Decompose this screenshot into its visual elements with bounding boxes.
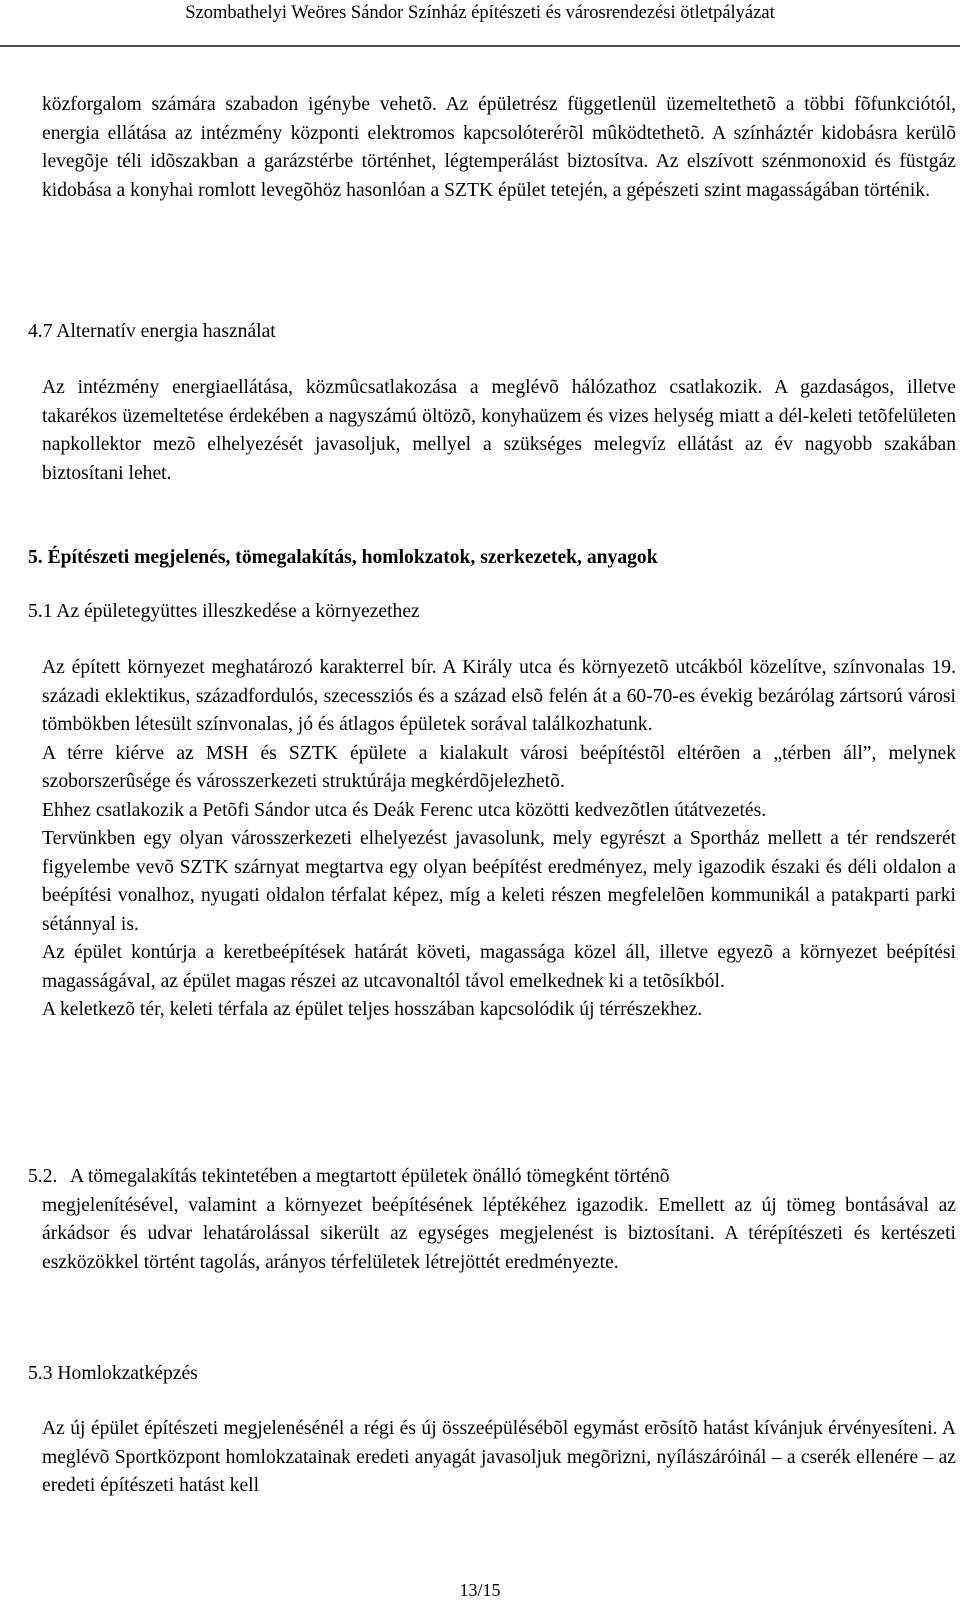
section-5-3-heading: 5.3 Homlokzatképzés xyxy=(28,1363,198,1384)
section-5-1-paragraph: Az épület kontúrja a keretbeépítések határát követi, magassága közel áll, illetve egyezõ a környezet beépítési magasságával, az épület magas részei az utcavonaltól távol emelkednek ki a tetõsíkból. xyxy=(42,942,956,992)
page-number: 13/15 xyxy=(459,1580,501,1600)
section-5-1-paragraph: Ehhez csatlakozik a Petõfi Sándor utca és Deák Ferenc utca közötti kedvezõtlen útátvezetés. xyxy=(42,799,767,821)
page-header xyxy=(0,0,960,47)
section-5-2 xyxy=(28,1163,956,1277)
section-5-heading: 5. Építészeti megjelenés, tömegalakítás, homlokzatok, szerkezetek, anyagok xyxy=(28,547,658,568)
section-5-3-paragraph: Az új épület építészeti megjelenésénél a régi és új összeépülésébõl egymást erõsítõ hatást kívánjuk érvényesíteni. A meglévõ Sportközpont homlokzatainak eredeti anyagát javasoljuk megõrizni, nyílászáróinál – a cserék ellenére – az eredeti építészeti hatást kell xyxy=(42,1418,956,1496)
header-divider xyxy=(0,45,960,47)
section-5-2-paragraph: megjelenítésével, valamint a környezet beépítésének léptékéhez igazodik. Emellett az új tömeg bontásával az árkádsor és udvar lehatárolással sikerült az egységes megjelenést is biztosítani. A térépítészeti és kertészeti eszközökkel történt tagolás, arányos térfelületek létrejöttét eredményezte. xyxy=(42,1194,956,1273)
section-5-1-heading: 5.1 Az épületegyüttes illeszkedése a környezethez xyxy=(28,601,420,622)
header-title: Szombathelyi Weöres Sándor Színház építészeti és városrendezési ötletpályázat xyxy=(185,3,775,23)
section-5-1-paragraph: Az épített környezet meghatározó karakterrel bír. A Király utca és környezetõ utcákból közelítve, színvonalas 19. századi eklektikus, századfordulós, szecessziós és a század elsõ felén át a 60-70-es évekig bezárólag zártsorú városi tömbökben létesült színvonalas, jó és átlagos épületek sorával találkozhatunk. xyxy=(42,657,956,735)
intro-paragraph: közforgalom számára szabadon igénybe vehetõ. Az épületrész függetlenül üzemeltethetõ a többi fõfunkciótól, energia ellátása az intézmény központi elektromos kapcsolóterérõl mûködtethetõ. A színháztér kidobásra kerülõ levegõje téli idõszakban a garázstérbe történhet, légtemperálást biztosítva. Az elszívott szénmonoxid és füstgáz kidobása a konyhai romlott levegõhöz hasonlóan a SZTK épület tetején, a gépészeti szint magasságában történik. xyxy=(42,94,956,201)
section-4-7-heading: 4.7 Alternatív energia használat xyxy=(28,321,276,342)
section-5-2-first-text: A tömegalakítás tekintetében a megtartott épületek önálló tömegként történõ xyxy=(70,1166,670,1187)
section-5-2-number: 5.2. xyxy=(28,1166,58,1187)
section-4-7-paragraph: Az intézmény energiaellátása, közmûcsatlakozása a meglévõ hálózathoz csatlakozik. A gazdaságos, illetve takarékos üzemeltetése érdekében a nagyszámú öltözõ, konyhaüzem és vizes helység miatt a dél-keleti tetõfelületen napkollektor mezõ elhelyezését javasoljuk, mellyel a szükséges melegvíz ellátást az év nagyobb szakában biztosítani lehet. xyxy=(42,377,956,484)
section-5-1-paragraph: A keletkezõ tér, keleti térfala az épület teljes hosszában kapcsolódik új térrészekhez. xyxy=(42,999,703,1020)
section-5-1-paragraph: Tervünkben egy olyan városszerkezeti elhelyezést javasolunk, mely egyrészt a Sportház mellett a tér rendszerét figyelembe vevõ SZTK szárnyat megtartva egy olyan beépítést eredményez, mely igazodik északi és déli oldalon a beépítési vonalhoz, nyugati oldalon térfalat képez, míg a keleti részen megfelelõen kommunikál a patakparti parki sétánnyal is. xyxy=(42,828,956,935)
section-5-1-paragraph: A térre kiérve az MSH és SZTK épülete a kialakult városi beépítéstõl eltérõen a „térben áll”, melynek szoborszerûsége és városszerkezeti struktúrája megkérdõjelezhetõ. xyxy=(42,742,956,792)
section-5-1-body xyxy=(42,654,956,1025)
section-5-2-first-line xyxy=(28,1163,956,1192)
